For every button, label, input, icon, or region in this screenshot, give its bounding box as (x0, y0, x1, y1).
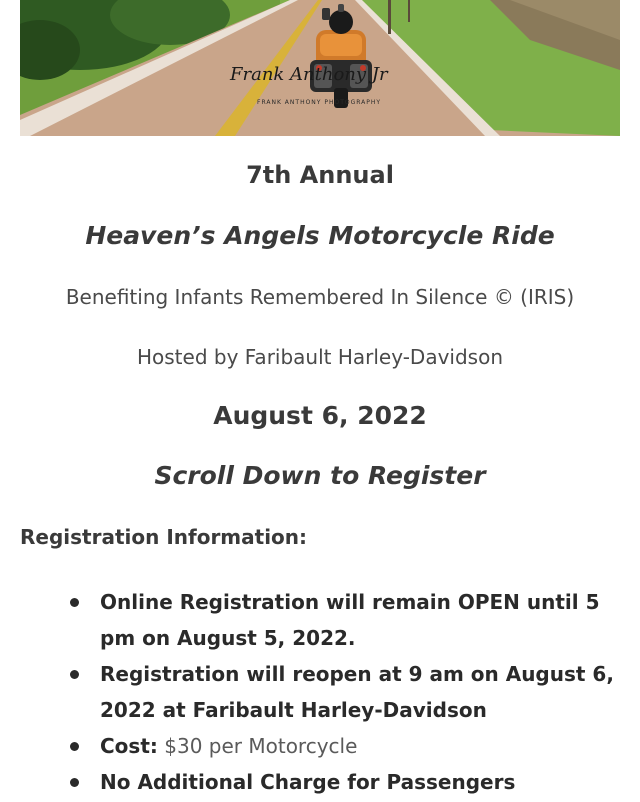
watermark-signature: Frank Anthony Jr (230, 64, 388, 85)
list-item (100, 728, 625, 764)
registration-list (100, 584, 625, 800)
registration-item-bold: No Additional Charge for Passengers (100, 770, 516, 794)
event-benefiting: Benefiting Infants Remembered In Silence © (IRIS) (65, 285, 575, 309)
list-item (100, 764, 625, 800)
event-host: Hosted by Faribault Harley-Davidson (136, 345, 504, 369)
bullet-icon (70, 670, 79, 679)
bullet-icon (70, 598, 79, 607)
registration-heading: Registration Information: (20, 525, 308, 549)
list-item (100, 656, 625, 728)
motorcycle-road-image (20, 0, 620, 136)
watermark-caption: FRANK ANTHONY PHOTOGRAPHY (257, 99, 382, 106)
event-name: Heaven’s Angels Motorcycle Ride (85, 221, 555, 250)
bullet-icon (70, 778, 79, 787)
registration-item-detail: $30 per Motorcycle (157, 734, 358, 758)
registration-item-bold: Cost: (100, 734, 158, 758)
bullet-icon (70, 742, 79, 751)
registration-item-bold: Registration will reopen at 9 am on August 6, 2022 at Faribault Harley-Davidson (100, 662, 614, 722)
registration-item-bold: Online Registration will remain OPEN until 5 pm on August 5, 2022. (100, 590, 600, 650)
register-cta: Scroll Down to Register (154, 461, 486, 490)
list-item (100, 584, 625, 656)
event-edition: 7th Annual (246, 161, 394, 189)
event-date: August 6, 2022 (213, 401, 427, 430)
hero-photo (20, 0, 620, 136)
